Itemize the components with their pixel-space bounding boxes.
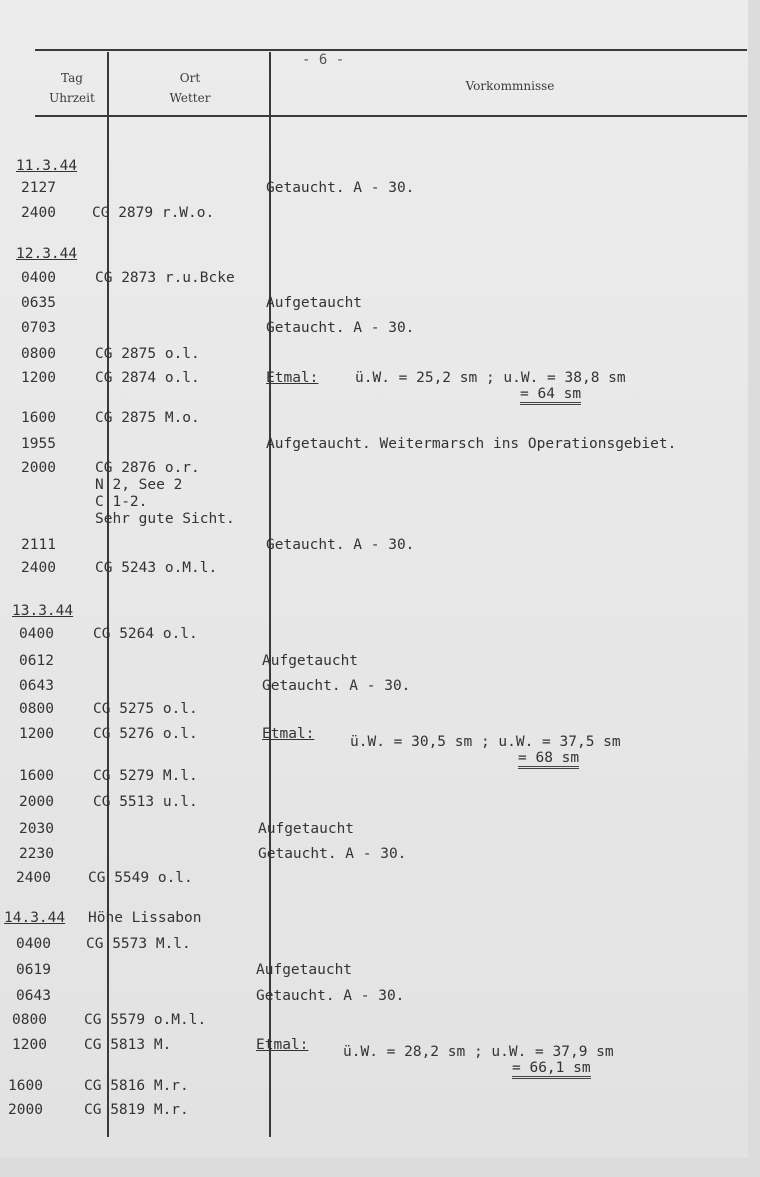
entry-time: 0800 <box>19 701 54 717</box>
entry-place: CG 5579 o.M.l. <box>84 1012 207 1028</box>
entry-place: CG 5819 M.r. <box>84 1102 189 1118</box>
etmal-total: = 66,1 sm <box>512 1060 591 1079</box>
entry-time: 1200 <box>21 370 56 386</box>
entry-event: Getaucht. A - 30. <box>266 537 415 553</box>
entry-event: Getaucht. A - 30. <box>262 678 411 694</box>
entry-event: Getaucht. A - 30. <box>256 988 405 1004</box>
entry-time: 1600 <box>21 410 56 426</box>
entry-place: CG 5279 M.l. <box>93 768 198 784</box>
entry-place: CG 5275 o.l. <box>93 701 198 717</box>
entry-place: CG 2875 o.l. <box>95 346 200 362</box>
entry-event: Aufgetaucht <box>262 653 359 669</box>
entry-time: 2400 <box>21 560 56 576</box>
etmal-label: Etmal: <box>266 370 319 386</box>
entry-place: CG 5573 M.l. <box>86 936 191 952</box>
etmal-label: Etmal: <box>262 726 315 742</box>
header-vorkommnisse: Vorkommnisse <box>465 79 555 93</box>
entry-time: 0703 <box>21 320 56 336</box>
header-bottom-rule <box>35 115 747 117</box>
entry-time: 0800 <box>12 1012 47 1028</box>
entry-place: CG 5549 o.l. <box>88 870 193 886</box>
entry-event: Aufgetaucht <box>256 962 353 978</box>
entry-place: CG 2879 r.W.o. <box>92 205 215 221</box>
entry-place: CG 5276 o.l. <box>93 726 198 742</box>
entry-time: 2111 <box>21 537 56 553</box>
header-ort-wetter <box>150 68 230 108</box>
header-top-rule <box>35 49 747 51</box>
header-wetter: Wetter <box>169 91 211 105</box>
date-heading: 11.3.44 <box>16 158 78 174</box>
entry-time: 1200 <box>19 726 54 742</box>
entry-place: CG 5816 M.r. <box>84 1078 189 1094</box>
entry-event: Getaucht. A - 30. <box>266 180 415 196</box>
entry-time: 0643 <box>16 988 51 1004</box>
entry-place: CG 2875 M.o. <box>95 410 200 426</box>
entry-time: 2000 <box>8 1102 43 1118</box>
entry-time: 2400 <box>21 205 56 221</box>
header-uhrzeit: Uhrzeit <box>49 91 95 105</box>
etmal-distance: ü.W. = 30,5 sm ; u.W. = 37,5 sm <box>350 734 621 750</box>
entry-event: Getaucht. A - 30. <box>266 320 415 336</box>
weather-wind-sea: N 2, See 2 <box>95 477 183 493</box>
entry-place: CG 5243 o.M.l. <box>95 560 218 576</box>
entry-time: 0619 <box>16 962 51 978</box>
page-number: - 6 - <box>302 52 345 68</box>
header-ort: Ort <box>179 71 201 85</box>
entry-time: 0400 <box>16 936 51 952</box>
weather-visibility: Sehr gute Sicht. <box>95 511 235 527</box>
header-tag: Tag <box>61 71 83 85</box>
date-location: Höhe Lissabon <box>88 910 202 926</box>
date-heading: 14.3.44 <box>4 910 66 926</box>
etmal-total: = 68 sm <box>518 750 579 769</box>
etmal-label: Etmal: <box>256 1037 309 1053</box>
entry-time: 1600 <box>19 768 54 784</box>
weather-cloud: C 1-2. <box>95 494 148 510</box>
entry-time: 1955 <box>21 436 56 452</box>
entry-time: 0400 <box>21 270 56 286</box>
etmal-total: = 64 sm <box>520 386 581 405</box>
etmal-distance: ü.W. = 25,2 sm ; u.W. = 38,8 sm <box>355 370 626 386</box>
entry-place: CG 5813 M. <box>84 1037 172 1053</box>
entry-time: 0400 <box>19 626 54 642</box>
entry-time: 0635 <box>21 295 56 311</box>
entry-time: 2400 <box>16 870 51 886</box>
header-tag-uhrzeit <box>40 68 104 108</box>
entry-time: 2000 <box>19 794 54 810</box>
entry-place: CG 5513 u.l. <box>93 794 198 810</box>
entry-time: 0643 <box>19 678 54 694</box>
date-heading: 12.3.44 <box>16 246 78 262</box>
etmal-distance: ü.W. = 28,2 sm ; u.W. = 37,9 sm <box>343 1044 614 1060</box>
entry-event: Aufgetaucht <box>266 295 363 311</box>
entry-time: 0800 <box>21 346 56 362</box>
entry-time: 1600 <box>8 1078 43 1094</box>
entry-place: CG 2873 r.u.Bcke <box>95 270 235 286</box>
date-heading: 13.3.44 <box>12 603 74 619</box>
entry-time: 2030 <box>19 821 54 837</box>
entry-time: 1200 <box>12 1037 47 1053</box>
entry-event: Getaucht. A - 30. <box>258 846 407 862</box>
entry-place: CG 2876 o.r. <box>95 460 200 476</box>
entry-time: 0612 <box>19 653 54 669</box>
entry-time: 2000 <box>21 460 56 476</box>
entry-time: 2230 <box>19 846 54 862</box>
entry-place: CG 2874 o.l. <box>95 370 200 386</box>
entry-event: Aufgetaucht. Weitermarsch ins Operationsgebiet. <box>266 436 677 452</box>
entry-place: CG 5264 o.l. <box>93 626 198 642</box>
entry-time: 2127 <box>21 180 56 196</box>
entry-event: Aufgetaucht <box>258 821 355 837</box>
